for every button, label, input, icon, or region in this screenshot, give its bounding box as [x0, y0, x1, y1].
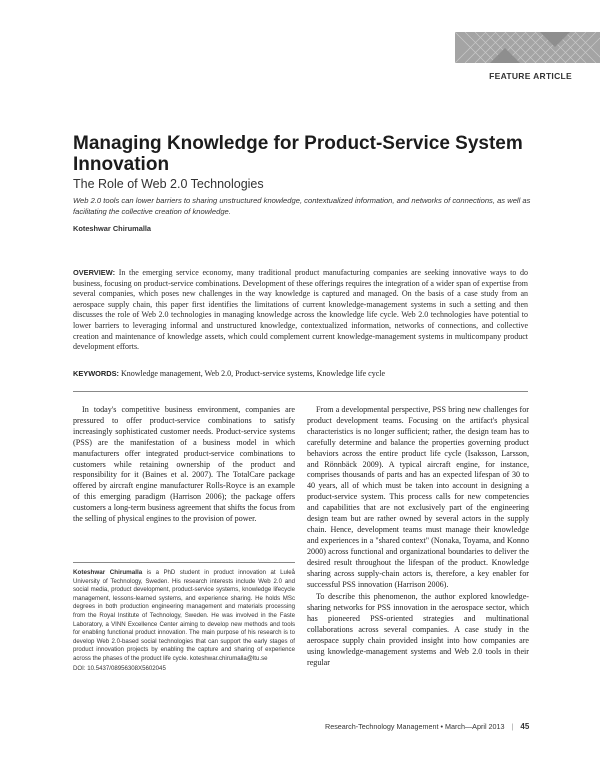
keywords [73, 369, 528, 379]
footer-journal: Research-Technology Management [325, 722, 439, 731]
keywords-label: KEYWORDS: [73, 369, 119, 378]
section-label: FEATURE ARTICLE [489, 71, 572, 81]
body-right-paragraph-1: From a developmental perspective, PSS bring new challenges for product development teams. Focusing on the artifact's physical characteristics is no longer sufficient; rather, the design team has to carefully determine and balance the properties governing product behaviors across the entire product life cycle (Isaksson, Larsson, and Rönnbäck 2009). A typical aircraft engine, for instance, comprises thousands of parts and has an expected lifespan of 30 to 40 years, all of which must be taken into account in designing a product-service system. This process calls for new competencies and capabilities that are not exclusively part of the engineering design team but are rather owned by several actors in the supply chain. Hence, development teams must manage their knowledge and experiences in a "shared context" (Nonaka, Toyama, and Konno 2000) across functional and organizational boundaries to deliver the desired result throughout the lifespan of the product. Knowledge sharing across supply-chain actors is, therefore, a key enabler for successful PSS innovation (Harrison 2006). [307, 405, 529, 589]
keywords-text: Knowledge management, Web 2.0, Product-service systems, Knowledge life cycle [121, 369, 386, 378]
article-title: Managing Knowledge for Product-Service System Innovation [73, 133, 523, 175]
page-footer [325, 722, 530, 731]
bio-text: is a PhD student in product innovation at Luleå University of Technology, Sweden. His research interests include Web 2.0 and social media, product development, product-service systems, knowledge lifecycle management, lessons-learned systems, and experience sharing. He holds MSc degrees in both production engineering management and materials processing from the Royal Institute of Technology, Sweden. He was involved in the Faste Laboratory, a VINN Excellence Center aiming to develop new methods and tools for enabling functional product innovation. The main purpose of his research is to develop Web 2.0-based social technologies that can support the early stages of product innovation projects by enabling the capture and sharing of experience across the phases of the product life cycle. koteshwar.chirumalla@ltu.se [73, 569, 295, 662]
body-left-paragraph: In today's competitive business environment, companies are pressured to offer product-service combinations to satisfy increasingly sophisticated customer needs. Product-service systems (PSS) are the manifestation of a business model in which manufacturers offer integrated product-service combinations to customers while retaining ownership of the product and responsibility for it (Baines et al. 2007). The TotalCare package offered by aircraft engine manufacturer Rolls-Royce is an example of this emerging paradigm (Harrison 2006); the package offers customers a long-term business agreement that shifts the focus from the selling of physical engines to the provision of power. [73, 405, 295, 524]
body-right-column [307, 405, 529, 669]
article-subtitle: The Role of Web 2.0 Technologies [73, 177, 264, 191]
footer-bullet: • [440, 722, 443, 731]
overview-text: In the emerging service economy, many traditional product manufacturing companies are seeking innovative ways to do business, focusing on product-service combinations. Development of these offerings requires the integration of a wider span of expertise from several companies, which poses new challenges in the way knowledge is captured and managed. On the basis of a case study from an aerospace supply chain, this paper first identifies the limitations of current knowledge-management systems in such a setting and then discusses the role of Web 2.0 technologies in managing knowledge across the knowledge life cycle. Web 2.0 technologies have potential to lower barriers to leveraging informal and unstructured knowledge, contextualized information, networks of connections, and collective creation and maintenance of knowledge assets, which could complement current knowledge-management systems in multicompany product development efforts. [73, 268, 529, 352]
footer-separator: | [511, 722, 514, 731]
header-banner-graphic [455, 32, 600, 63]
author-byline: Koteshwar Chirumalla [73, 224, 152, 233]
overview-label: OVERVIEW: [73, 268, 116, 277]
footer-issue: March—April 2013 [445, 722, 505, 731]
doi: DOI: 10.5437/08956308X5602045 [73, 664, 166, 672]
author-bio [73, 562, 295, 673]
body-right-paragraph-2: To describe this phenomenon, the author explored knowledge-sharing networks for PSS innovation in the aerospace sector, which has pioneered PSS-oriented strategies and multinational collaborations across several companies. A case study in the aerospace supply chain provided insight into how companies are using knowledge-management systems and Web 2.0 tools in their regular [307, 592, 529, 667]
overview-abstract [73, 268, 528, 353]
section-divider [73, 391, 528, 392]
bio-name: Koteshwar Chirumalla [73, 569, 143, 576]
page-number: 45 [520, 722, 530, 731]
article-dek: Web 2.0 tools can lower barriers to sharing unstructured knowledge, contextualized information, and networks of connections, as well as facilitating the collective creation of knowledge. [73, 196, 531, 216]
